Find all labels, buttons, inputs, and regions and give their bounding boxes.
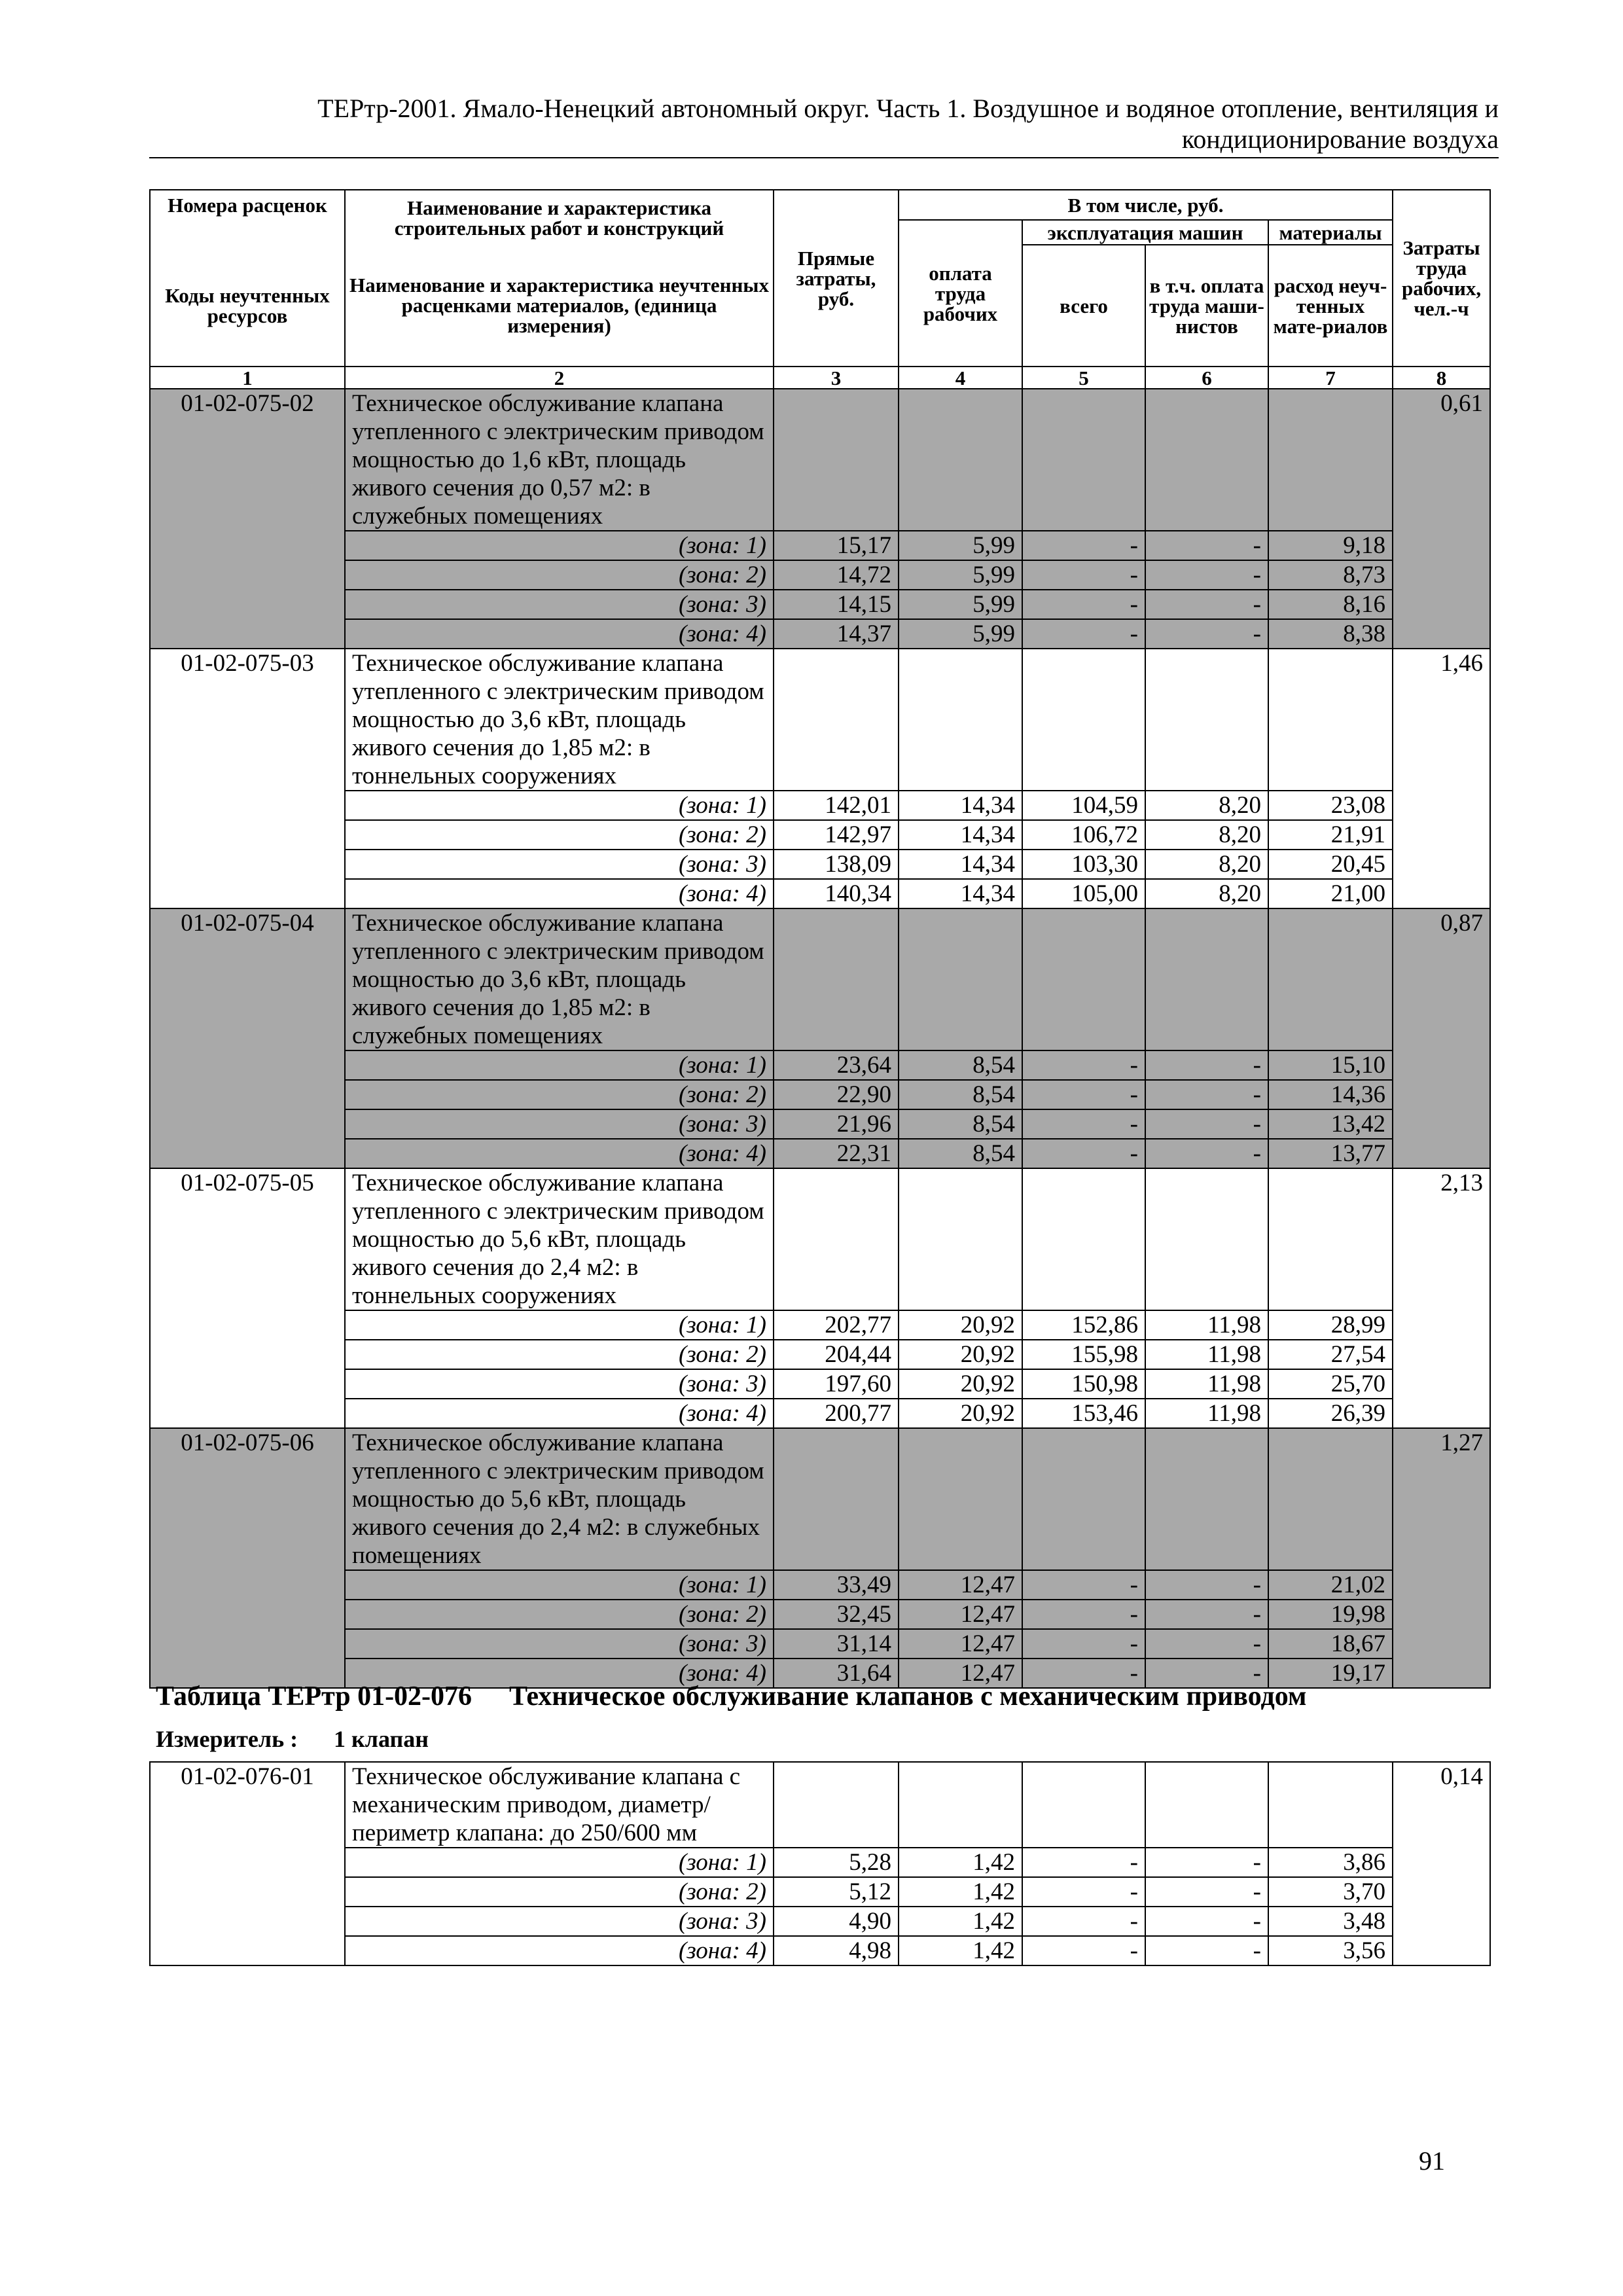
zone-label: (зона: 2) <box>345 560 774 590</box>
rate-code: 01-02-076-01 <box>150 1762 345 1965</box>
direct-cost: 31,14 <box>774 1629 899 1659</box>
empty-cell <box>1145 389 1268 531</box>
machinist-pay: - <box>1145 531 1268 560</box>
zone-row <box>150 1399 1490 1428</box>
machinist-pay: - <box>1145 1629 1268 1659</box>
machinist-pay: - <box>1145 1659 1268 1688</box>
materials-cost: 13,77 <box>1268 1139 1393 1168</box>
zone-row <box>150 1310 1490 1340</box>
empty-cell <box>774 649 899 791</box>
zone-label: (зона: 3) <box>345 1109 774 1139</box>
table2 <box>149 1761 1491 1966</box>
machine-total: - <box>1022 1139 1145 1168</box>
zone-row <box>150 1570 1490 1600</box>
machinist-pay: - <box>1145 1877 1268 1907</box>
direct-cost: 32,45 <box>774 1600 899 1629</box>
machine-total: - <box>1022 619 1145 649</box>
rate-code: 01-02-075-03 <box>150 649 345 908</box>
machine-total: - <box>1022 1936 1145 1965</box>
empty-cell <box>774 1168 899 1310</box>
zone-row <box>150 560 1490 590</box>
materials-cost: 26,39 <box>1268 1399 1393 1428</box>
direct-cost: 23,64 <box>774 1050 899 1080</box>
th-col1-spacer <box>150 220 345 245</box>
direct-cost: 5,12 <box>774 1877 899 1907</box>
machinist-pay: - <box>1145 1600 1268 1629</box>
machinist-pay: - <box>1145 1109 1268 1139</box>
rate-code: 01-02-075-02 <box>150 389 345 649</box>
materials-cost: 21,91 <box>1268 820 1393 850</box>
worker-pay: 20,92 <box>899 1399 1022 1428</box>
rate-code: 01-02-075-04 <box>150 908 345 1168</box>
zone-row <box>150 531 1490 560</box>
materials-cost: 3,70 <box>1268 1877 1393 1907</box>
empty-cell <box>1268 1168 1393 1310</box>
materials-cost: 13,42 <box>1268 1109 1393 1139</box>
worker-pay: 14,34 <box>899 791 1022 820</box>
th-col2-top: Наименование и характеристика строительных работ и конструкций <box>345 190 774 245</box>
machine-total: 150,98 <box>1022 1369 1145 1399</box>
machinist-pay: 11,98 <box>1145 1369 1268 1399</box>
materials-cost: 20,45 <box>1268 850 1393 879</box>
machinist-pay: - <box>1145 590 1268 619</box>
th-col6: в т.ч. оплата труда маши-нистов <box>1145 245 1268 367</box>
zone-row <box>150 1050 1490 1080</box>
machinist-pay: - <box>1145 1080 1268 1109</box>
zone-row <box>150 1080 1490 1109</box>
empty-cell <box>774 389 899 531</box>
zone-row <box>150 590 1490 619</box>
th-num-1: 1 <box>150 367 345 389</box>
zone-row <box>150 850 1490 879</box>
th-num-3: 3 <box>774 367 899 389</box>
machinist-pay: 8,20 <box>1145 820 1268 850</box>
rates-table <box>149 189 1491 1689</box>
worker-pay: 14,34 <box>899 820 1022 850</box>
zone-label: (зона: 1) <box>345 531 774 560</box>
machine-total: - <box>1022 1570 1145 1600</box>
empty-cell <box>1022 649 1145 791</box>
machinist-pay: - <box>1145 619 1268 649</box>
zone-row <box>150 1877 1490 1907</box>
empty-cell <box>1145 1428 1268 1570</box>
direct-cost: 14,15 <box>774 590 899 619</box>
worker-pay: 12,47 <box>899 1659 1022 1688</box>
machinist-pay: - <box>1145 1936 1268 1965</box>
empty-cell <box>1268 1762 1393 1848</box>
zone-label: (зона: 2) <box>345 820 774 850</box>
empty-cell <box>899 1762 1022 1848</box>
zone-label: (зона: 2) <box>345 1600 774 1629</box>
th-num-7: 7 <box>1268 367 1393 389</box>
empty-cell <box>899 389 1022 531</box>
zone-row <box>150 879 1490 908</box>
zone-label: (зона: 4) <box>345 1139 774 1168</box>
page-number: 91 <box>1419 2146 1445 2176</box>
machinist-pay: - <box>1145 1050 1268 1080</box>
zone-row <box>150 820 1490 850</box>
machinist-pay: - <box>1145 560 1268 590</box>
machine-total: 152,86 <box>1022 1310 1145 1340</box>
worker-pay: 5,99 <box>899 619 1022 649</box>
worker-pay: 20,92 <box>899 1310 1022 1340</box>
materials-cost: 3,48 <box>1268 1907 1393 1936</box>
machine-total: 103,30 <box>1022 850 1145 879</box>
empty-cell <box>1268 649 1393 791</box>
materials-cost: 18,67 <box>1268 1629 1393 1659</box>
table2-unit-value: 1 клапан <box>334 1726 429 1752</box>
materials-cost: 28,99 <box>1268 1310 1393 1340</box>
machine-total: 106,72 <box>1022 820 1145 850</box>
zone-label: (зона: 2) <box>345 1080 774 1109</box>
direct-cost: 14,72 <box>774 560 899 590</box>
zone-row <box>150 1600 1490 1629</box>
zone-label: (зона: 3) <box>345 1907 774 1936</box>
worker-pay: 20,92 <box>899 1369 1022 1399</box>
zone-row <box>150 1936 1490 1965</box>
direct-cost: 197,60 <box>774 1369 899 1399</box>
machinist-pay: 11,98 <box>1145 1399 1268 1428</box>
empty-cell <box>899 908 1022 1050</box>
worker-pay: 5,99 <box>899 531 1022 560</box>
table-row <box>150 1168 1490 1310</box>
empty-cell <box>1268 1428 1393 1570</box>
zone-label: (зона: 4) <box>345 1399 774 1428</box>
empty-cell <box>899 649 1022 791</box>
materials-cost: 14,36 <box>1268 1080 1393 1109</box>
direct-cost: 202,77 <box>774 1310 899 1340</box>
th-materials: материалы <box>1268 220 1393 245</box>
table-row <box>150 908 1490 1050</box>
table2-title-text: Техническое обслуживание клапанов с механическим приводом <box>509 1681 1307 1712</box>
materials-cost: 8,73 <box>1268 560 1393 590</box>
labor-cost: 1,27 <box>1393 1428 1490 1688</box>
materials-cost: 23,08 <box>1268 791 1393 820</box>
rate-code: 01-02-075-05 <box>150 1168 345 1428</box>
th-col4: оплата труда рабочих <box>899 220 1022 367</box>
materials-cost: 25,70 <box>1268 1369 1393 1399</box>
th-num-8: 8 <box>1393 367 1490 389</box>
zone-row <box>150 1907 1490 1936</box>
table2-body <box>150 1762 1490 1965</box>
zone-row <box>150 619 1490 649</box>
machine-total: - <box>1022 1109 1145 1139</box>
zone-row <box>150 1109 1490 1139</box>
machine-total: - <box>1022 531 1145 560</box>
worker-pay: 8,54 <box>899 1109 1022 1139</box>
worker-pay: 12,47 <box>899 1600 1022 1629</box>
table2-title <box>156 1681 1307 1712</box>
worker-pay: 5,99 <box>899 590 1022 619</box>
labor-cost: 1,46 <box>1393 649 1490 908</box>
zone-row <box>150 1629 1490 1659</box>
empty-cell <box>1145 1762 1268 1848</box>
direct-cost: 15,17 <box>774 531 899 560</box>
machine-total: - <box>1022 1600 1145 1629</box>
running-header <box>149 93 1499 158</box>
zone-label: (зона: 2) <box>345 1877 774 1907</box>
machinist-pay: 8,20 <box>1145 850 1268 879</box>
zone-row <box>150 1139 1490 1168</box>
empty-cell <box>774 908 899 1050</box>
direct-cost: 21,96 <box>774 1109 899 1139</box>
machine-total: - <box>1022 560 1145 590</box>
th-col8: Затраты труда рабочих, чел.-ч <box>1393 190 1490 367</box>
worker-pay: 1,42 <box>899 1936 1022 1965</box>
zone-row <box>150 1848 1490 1877</box>
rate-description: Техническое обслуживание клапана утепленного с электрическим приводом мощностью до 3,6 кВт, площадь живого сечения до 1,85 м2: в служебных помещениях <box>345 908 774 1050</box>
zone-row <box>150 1369 1490 1399</box>
rate-description: Техническое обслуживание клапана утепленного с электрическим приводом мощностью до 5,6 кВт, площадь живого сечения до 2,4 м2: в тоннельных сооружениях <box>345 1168 774 1310</box>
empty-cell <box>1268 389 1393 531</box>
zone-label: (зона: 1) <box>345 1848 774 1877</box>
worker-pay: 20,92 <box>899 1340 1022 1369</box>
th-col7: расход неуч-тенных мате-риалов <box>1268 245 1393 367</box>
table-row <box>150 1762 1490 1848</box>
th-machines: эксплуатация машин <box>1022 220 1268 245</box>
rate-description: Техническое обслуживание клапана утепленного с электрическим приводом мощностью до 3,6 кВт, площадь живого сечения до 1,85 м2: в тоннельных сооружениях <box>345 649 774 791</box>
machinist-pay: - <box>1145 1907 1268 1936</box>
machine-total: 105,00 <box>1022 879 1145 908</box>
materials-cost: 27,54 <box>1268 1340 1393 1369</box>
th-num-5: 5 <box>1022 367 1145 389</box>
worker-pay: 1,42 <box>899 1877 1022 1907</box>
zone-label: (зона: 4) <box>345 619 774 649</box>
machine-total: - <box>1022 1629 1145 1659</box>
th-col5: всего <box>1022 245 1145 367</box>
machine-total: - <box>1022 1848 1145 1877</box>
empty-cell <box>899 1168 1022 1310</box>
labor-cost: 2,13 <box>1393 1168 1490 1428</box>
materials-cost: 19,98 <box>1268 1600 1393 1629</box>
table2-unit <box>156 1725 429 1753</box>
machinist-pay: 8,20 <box>1145 879 1268 908</box>
direct-cost: 142,97 <box>774 820 899 850</box>
running-header-line-2: кондиционирование воздуха <box>1181 124 1499 154</box>
materials-cost: 3,86 <box>1268 1848 1393 1877</box>
direct-cost: 14,37 <box>774 619 899 649</box>
running-header-line-1: ТЕРтр-2001. Ямало-Ненецкий автономный округ. Часть 1. Воздушное и водяное отопление, вентиляция и <box>317 94 1499 123</box>
machinist-pay: - <box>1145 1139 1268 1168</box>
machinist-pay: - <box>1145 1570 1268 1600</box>
direct-cost: 5,28 <box>774 1848 899 1877</box>
rate-description: Техническое обслуживание клапана с механическим приводом, диаметр/периметр клапана: до 250/600 мм <box>345 1762 774 1848</box>
zone-label: (зона: 2) <box>345 1340 774 1369</box>
th-col1-top: Номера расценок <box>150 190 345 220</box>
materials-cost: 21,02 <box>1268 1570 1393 1600</box>
materials-cost: 15,10 <box>1268 1050 1393 1080</box>
empty-cell <box>1022 908 1145 1050</box>
zone-label: (зона: 3) <box>345 1369 774 1399</box>
empty-cell <box>1022 389 1145 531</box>
rates-table-body <box>150 389 1490 1688</box>
zone-label: (зона: 1) <box>345 1310 774 1340</box>
worker-pay: 14,34 <box>899 850 1022 879</box>
direct-cost: 204,44 <box>774 1340 899 1369</box>
empty-cell <box>1145 908 1268 1050</box>
worker-pay: 5,99 <box>899 560 1022 590</box>
worker-pay: 8,54 <box>899 1080 1022 1109</box>
materials-cost: 8,38 <box>1268 619 1393 649</box>
zone-row <box>150 791 1490 820</box>
rate-code: 01-02-075-06 <box>150 1428 345 1688</box>
empty-cell <box>1145 649 1268 791</box>
table2-unit-label: Измеритель : <box>156 1726 298 1752</box>
machine-total: 153,46 <box>1022 1399 1145 1428</box>
th-incl: В том числе, руб. <box>899 190 1393 220</box>
machine-total: 104,59 <box>1022 791 1145 820</box>
zone-label: (зона: 1) <box>345 791 774 820</box>
empty-cell <box>774 1762 899 1848</box>
machinist-pay: 8,20 <box>1145 791 1268 820</box>
direct-cost: 33,49 <box>774 1570 899 1600</box>
materials-cost: 8,16 <box>1268 590 1393 619</box>
direct-cost: 142,01 <box>774 791 899 820</box>
empty-cell <box>1268 908 1393 1050</box>
machinist-pay: 11,98 <box>1145 1310 1268 1340</box>
materials-cost: 9,18 <box>1268 531 1393 560</box>
th-num-2: 2 <box>345 367 774 389</box>
machine-total: - <box>1022 1080 1145 1109</box>
machinist-pay: - <box>1145 1848 1268 1877</box>
zone-label: (зона: 3) <box>345 1629 774 1659</box>
empty-cell <box>1145 1168 1268 1310</box>
materials-cost: 19,17 <box>1268 1659 1393 1688</box>
machine-total: - <box>1022 1907 1145 1936</box>
labor-cost: 0,14 <box>1393 1762 1490 1965</box>
th-col1-bottom: Коды неучтенных ресурсов <box>150 245 345 367</box>
direct-cost: 31,64 <box>774 1659 899 1688</box>
zone-label: (зона: 3) <box>345 590 774 619</box>
th-col2-bottom: Наименование и характеристика неучтенных расценками материалов, (единица измерения) <box>345 245 774 367</box>
th-num-4: 4 <box>899 367 1022 389</box>
machine-total: - <box>1022 1659 1145 1688</box>
zone-label: (зона: 1) <box>345 1050 774 1080</box>
table-row <box>150 1428 1490 1570</box>
table2-title-code: Таблица ТЕРтр 01-02-076 <box>156 1681 473 1712</box>
zone-row <box>150 1340 1490 1369</box>
worker-pay: 1,42 <box>899 1848 1022 1877</box>
table-row <box>150 649 1490 791</box>
worker-pay: 12,47 <box>899 1570 1022 1600</box>
direct-cost: 4,98 <box>774 1936 899 1965</box>
materials-cost: 21,00 <box>1268 879 1393 908</box>
machine-total: - <box>1022 1877 1145 1907</box>
zone-label: (зона: 4) <box>345 1936 774 1965</box>
worker-pay: 8,54 <box>899 1139 1022 1168</box>
empty-cell <box>1022 1168 1145 1310</box>
empty-cell <box>1022 1762 1145 1848</box>
zone-label: (зона: 3) <box>345 850 774 879</box>
rate-description: Техническое обслуживание клапана утепленного с электрическим приводом мощностью до 5,6 кВт, площадь живого сечения до 2,4 м2: в служебных помещениях <box>345 1428 774 1570</box>
zone-label: (зона: 4) <box>345 1659 774 1688</box>
machinist-pay: 11,98 <box>1145 1340 1268 1369</box>
direct-cost: 138,09 <box>774 850 899 879</box>
empty-cell <box>899 1428 1022 1570</box>
direct-cost: 22,90 <box>774 1080 899 1109</box>
empty-cell <box>1022 1428 1145 1570</box>
direct-cost: 4,90 <box>774 1907 899 1936</box>
zone-label: (зона: 4) <box>345 879 774 908</box>
empty-cell <box>774 1428 899 1570</box>
worker-pay: 12,47 <box>899 1629 1022 1659</box>
labor-cost: 0,61 <box>1393 389 1490 649</box>
worker-pay: 1,42 <box>899 1907 1022 1936</box>
table-row <box>150 389 1490 531</box>
direct-cost: 140,34 <box>774 879 899 908</box>
direct-cost: 22,31 <box>774 1139 899 1168</box>
worker-pay: 14,34 <box>899 879 1022 908</box>
direct-cost: 200,77 <box>774 1399 899 1428</box>
th-num-6: 6 <box>1145 367 1268 389</box>
machine-total: - <box>1022 590 1145 619</box>
zone-label: (зона: 1) <box>345 1570 774 1600</box>
machine-total: 155,98 <box>1022 1340 1145 1369</box>
th-col3: Прямые затраты, руб. <box>774 190 899 367</box>
rate-description: Техническое обслуживание клапана утепленного с электрическим приводом мощностью до 1,6 кВт, площадь живого сечения до 0,57 м2: в служебных помещениях <box>345 389 774 531</box>
labor-cost: 0,87 <box>1393 908 1490 1168</box>
materials-cost: 3,56 <box>1268 1936 1393 1965</box>
worker-pay: 8,54 <box>899 1050 1022 1080</box>
machine-total: - <box>1022 1050 1145 1080</box>
